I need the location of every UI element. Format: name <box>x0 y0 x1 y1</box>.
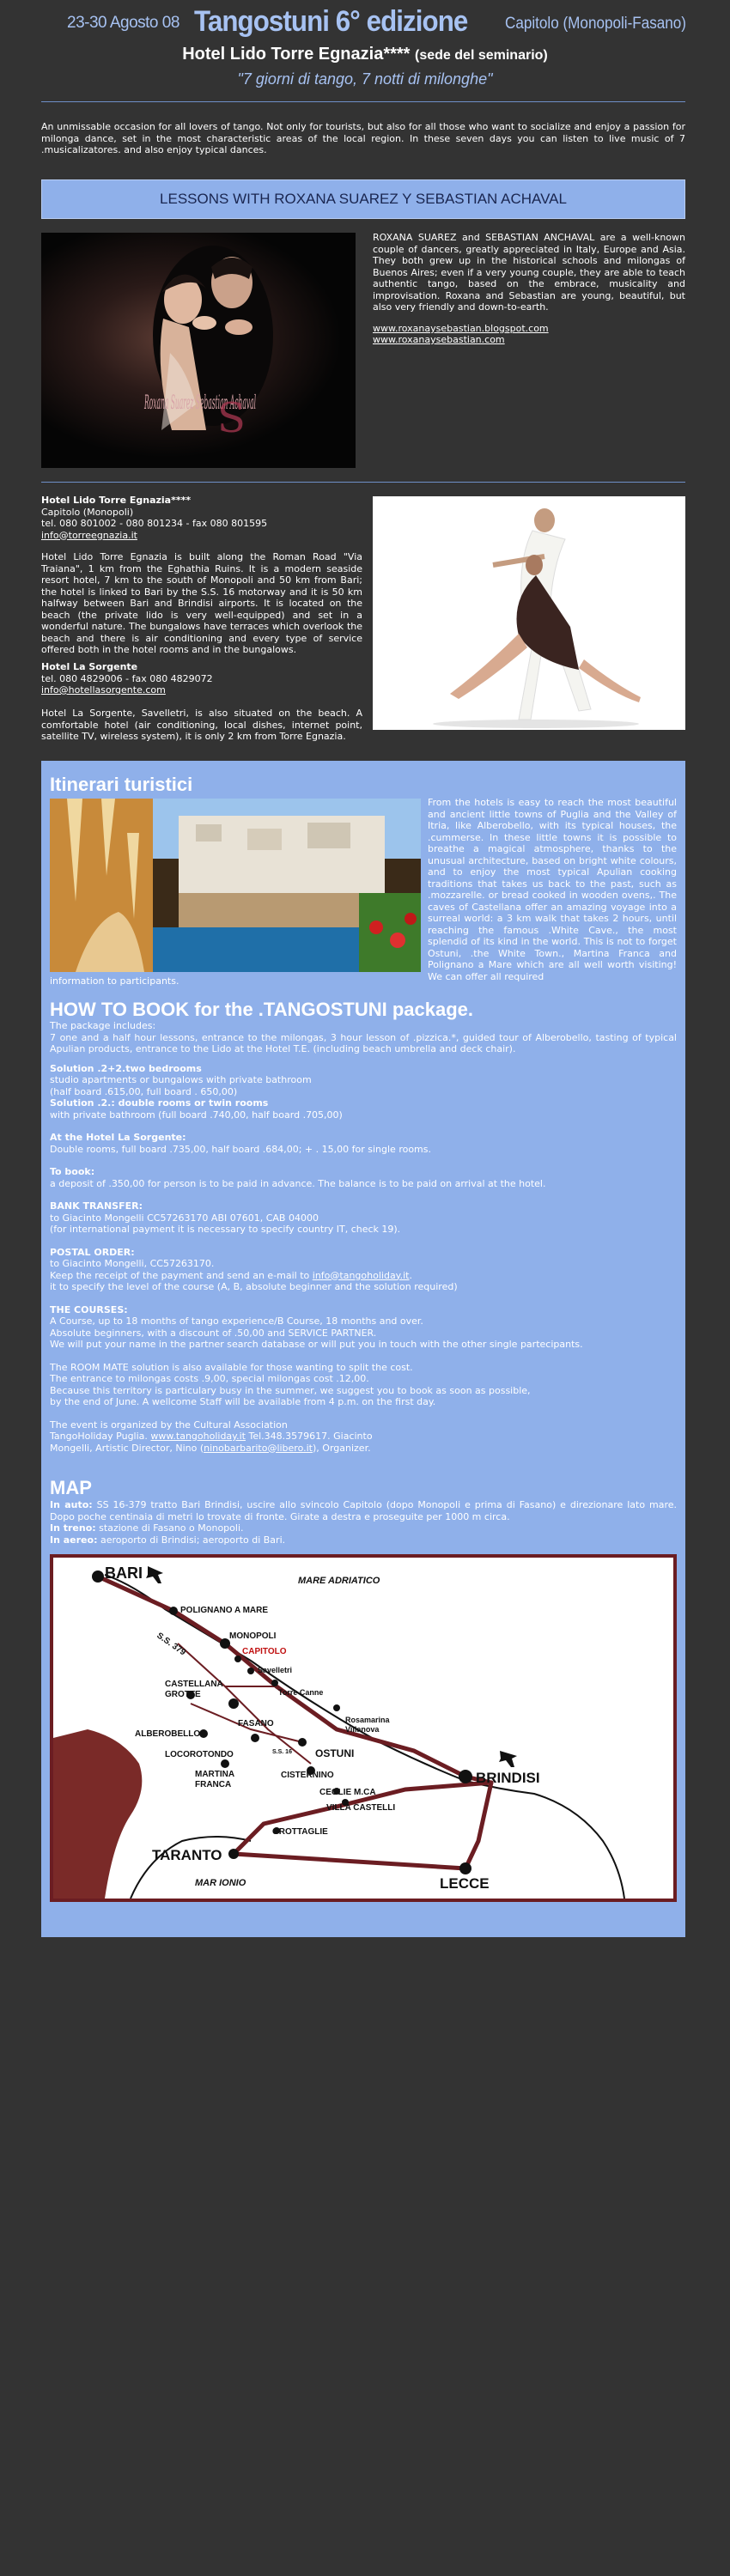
map-label: LOCOROTONDO <box>165 1750 234 1759</box>
map-label: VILLA CASTELLI <box>326 1803 396 1813</box>
map-label: MAR IONIO <box>195 1878 246 1888</box>
postal-line2-post: . <box>409 1269 412 1281</box>
room-line2: The entrance to milongas costs .9,00, special milongas cost .12,00. <box>50 1373 369 1384</box>
map-label: TARANTO <box>152 1847 222 1863</box>
organizer-line3-pre: Mongelli, Artistic Director, Nino ( <box>50 1442 204 1454</box>
map-label: FASANO <box>238 1719 274 1728</box>
organizer-line1: The event is organized by the Cultural Association <box>50 1419 288 1431</box>
aereo-text: aeroporto di Brindisi; aeroporto di Bari. <box>97 1534 286 1546</box>
organizer-line2-pre: TangoHoliday Puglia. <box>50 1431 151 1442</box>
hotel-phone: tel. 080 801002 - 080 801234 - fax 080 801595 <box>41 518 268 529</box>
tangoholiday-link[interactable]: www.tangoholiday.it <box>150 1431 246 1442</box>
dancers-photo-2 <box>373 496 685 730</box>
svg-text:S: S <box>217 394 246 442</box>
region-map-svg <box>53 1558 673 1899</box>
dancers-illustration-2 <box>373 496 685 730</box>
sorgente-line1: Double rooms, full board .735,00, half board .684,00; + . 15,00 for single rooms. <box>50 1143 431 1155</box>
package-label: The package includes: <box>50 1020 156 1031</box>
organizer-email-link[interactable]: ninobarbarito@libero.it <box>204 1442 313 1454</box>
header-hotel-sub: (sede del seminario) <box>415 48 548 63</box>
aereo-label: In aereo: <box>50 1534 98 1546</box>
header-hotel <box>0 45 730 64</box>
bank-line1: to Giacinto Mongelli CC57263170 ABI 07601, CAB 04000 <box>50 1212 319 1224</box>
itinerari-text: From the hotels is easy to reach the most beautiful and ancient little towns of Puglia and the Valley of Itria, like Alberobello, with its typical houses, the .cummerse. In these little towns it is possible to breathe a magical atmosphere, thanks to the unusual architecture, based on bright white colours, and to enjoy the most typical Apulian cooking traditions that takes us back to the past, such as .mozzarelle. or bread cooked in wooden ovens,. The caves of Castellana offer an amazing voyage into a surreal world: a 3 km walk that takes 2 hours, until reaching the famous .White Cave., the most splendid of its kind in the world. This is not to forget Ostuni, .the White Town., Martina Franca and Polignano a Mare which are all well worth visiting! We can offer all required <box>428 797 677 982</box>
map-label: S.S. 16 <box>272 1749 292 1755</box>
hotel-city: Capitolo (Monopoli) <box>41 506 134 518</box>
map-label: LECCE <box>440 1875 490 1892</box>
hotel-email-link[interactable]: info@torreegnazia.it <box>41 529 137 541</box>
courses-title: THE COURSES: <box>50 1303 128 1315</box>
hotel-name: Hotel Lido Torre Egnazia**** <box>41 495 192 506</box>
solution1-line2: (half board .615,00, full board . 650,00) <box>50 1085 238 1097</box>
organizer-line2-post: Tel.348.3579617. Giacinto <box>245 1431 373 1442</box>
lessons-band <box>41 179 685 219</box>
tobook-title: To book: <box>50 1166 95 1177</box>
divider <box>41 101 685 102</box>
link-blog[interactable]: www.roxanaysebastian.blogspot.com <box>373 323 549 334</box>
auto-label: In auto: <box>50 1499 93 1510</box>
hotel2-phone: tel. 080 4829006 - fax 080 4829072 <box>41 672 213 684</box>
lessons-band-title: LESSONS WITH ROXANA SUAREZ Y SEBASTIAN ACHAVAL <box>160 191 567 207</box>
solution1-line1: studio apartments or bungalows with private bathroom <box>50 1074 312 1085</box>
solution1-title: Solution .2+2.two bedrooms <box>50 1062 202 1074</box>
map-label: MONOPOLI <box>229 1631 277 1641</box>
auto-text: SS 16-379 tratto Bari Brindisi, uscire allo svincolo Capitolo (dopo Monopoli e prima di Fasano) e direzionare lato mare. Dopo poche centinaia di metri lo trovate di fronte. Girate a destra e proseguite per 1000 m circa. <box>50 1499 677 1522</box>
courses-line3: We will put your name in the partner search database or will put you in touch with the other single partecipants. <box>50 1339 583 1350</box>
room-line3: Because this territory is particulary busy in the summer, we suggest you to book as soon as possible, <box>50 1384 531 1396</box>
map-label: MARE ADRIATICO <box>298 1576 380 1586</box>
treno-label: In treno: <box>50 1522 96 1534</box>
solution2-line1: with private bathroom (full board .740,00, half board .705,00) <box>50 1109 343 1121</box>
hotel2-info <box>41 661 362 696</box>
courses-line1: A Course, up to 18 months of tango experience/B Course, 18 months and over. <box>50 1315 423 1327</box>
postal-title: POSTAL ORDER: <box>50 1246 135 1258</box>
postal-line2-pre: Keep the receipt of the payment and send an e-mail to <box>50 1269 313 1281</box>
sorgente-title: At the Hotel La Sorgente: <box>50 1132 186 1143</box>
map-label: FRANCA <box>195 1780 232 1789</box>
map-label: GROTTE <box>165 1690 201 1699</box>
treno-text: stazione di Fasano o Monopoli. <box>95 1522 244 1534</box>
map-label: CISTERNINO <box>281 1771 334 1780</box>
postal-line3: it to specify the level of the course (A, B, absolute beginner and the solution required) <box>50 1281 458 1292</box>
bank-title: BANK TRANSFER: <box>50 1200 143 1212</box>
map-label: BRINDISI <box>476 1770 540 1786</box>
map-label: Villanova <box>345 1725 380 1734</box>
header-dates: 23-30 Agosto 08 <box>67 14 179 32</box>
map-label: GROTTAGLIE <box>272 1827 328 1837</box>
map-label: CEGLIE M.CA <box>319 1788 376 1797</box>
intro-text: An unmissable occasion for all lovers of tango. Not only for tourists, but also for all those who want to socialize and enjoy a passion for milonga dance, set in the most characteristic areas of the local region. In these seven days you can listen to live music of 7 .musicalizatores. and also enjoy typical dances. <box>41 121 685 155</box>
map-directions <box>50 1499 677 1546</box>
dancers-illustration <box>41 233 356 468</box>
header-hotel-name: Hotel Lido Torre Egnazia**** <box>182 45 411 64</box>
map-label: CASTELLANA <box>165 1680 223 1689</box>
map-label: ALBEROBELLO <box>135 1729 201 1739</box>
map-label: Savelletri <box>258 1666 293 1674</box>
page-title: Tangostuni 6° edizione <box>194 5 468 38</box>
tobook-line1: a deposit of .350,00 for person is to be paid in advance. The balance is to be paid on arrival at the hotel. <box>50 1177 546 1189</box>
header-tagline: "7 giorni di tango, 7 notti di milonghe" <box>237 70 493 88</box>
map-label: Torre Canne <box>278 1688 324 1697</box>
divider <box>41 482 685 483</box>
map-label: POLIGNANO A MARE <box>180 1606 269 1615</box>
map-label: S.S. 379 <box>155 1631 188 1658</box>
hotel2-email-link[interactable]: info@hotellasorgente.com <box>41 684 166 696</box>
photo-caption: Roxana Suarez Sebastian Achaval <box>143 392 256 414</box>
polignano-photo <box>50 799 421 972</box>
header-location: Capitolo (Monopoli-Fasano) <box>505 15 687 33</box>
dancers-photo <box>41 233 356 468</box>
hotel2-name: Hotel La Sorgente <box>41 661 138 672</box>
package-text: 7 one and a half hour lessons, entrance to the milongas, 3 hour lesson of .pizzica.*, guided tour of Alberobello, tasting of typical Apulian products, entrance to the Lido at the Hotel T.E. (including beach umbrella and deck chair). <box>50 1031 677 1054</box>
itinerari-text-end: information to participants. <box>50 975 179 987</box>
postal-line1: to Giacinto Mongelli, CC57263170. <box>50 1258 215 1269</box>
booking-details <box>50 1020 677 1454</box>
itinerari-title: Itinerari turistici <box>50 774 193 795</box>
hotel-info <box>41 495 362 541</box>
room-line1: The ROOM MATE solution is also available for those wanting to split the cost. <box>50 1361 413 1373</box>
room-line4: by the end of June. A wellcome Staff will be available from 4 p.m. on the first day. <box>50 1396 436 1407</box>
map-label: CAPITOLO <box>242 1647 287 1656</box>
lessons-bio: ROXANA SUAREZ and SEBASTIAN ANCHAVAL are a well-known couple of dancers, greatly appreciated in Italy, Europe and Asia. They both grew up in the historical schools and milongas of Buenos Aires; even if a very young couple, they are able to teach authentic tango, based on the embrace, musicality and improvisation. Roxana and Sebastian are young, beautiful, but also very friendly and down-to-earth. <box>373 232 685 313</box>
map-label: BARI <box>105 1564 143 1582</box>
booking-title: HOW TO BOOK for the .TANGOSTUNI package. <box>50 999 474 1020</box>
courses-line2: Absolute beginners, with a discount of .50,00 and SERVICE PARTNER. <box>50 1327 377 1339</box>
hotel-description: Hotel Lido Torre Egnazia is built along the Roman Road "Via Traiana", 1 km from the Eghathia Ruins. It is a modern seaside resort hotel, 7 km to the south of Monopoli and 50 km from Bari; the hotel is linked to Bari by the S.S. 16 motorway and it is 50 km halfway between Bari and Brindisi airports. It is located on the beach (the private lido is very well-equipped) and set in a wonderful nature. The bungalows have terraces which overlook the beach and there is air conditioning and every type of service offered both in the hotel rooms and in the bungalows. <box>41 551 362 655</box>
map-label: OSTUNI <box>315 1747 355 1759</box>
itinerari-illustration <box>50 799 421 972</box>
map-label: Rosamarina <box>345 1716 390 1724</box>
region-map <box>50 1554 677 1902</box>
link-site[interactable]: www.roxanaysebastian.com <box>373 334 505 345</box>
bank-line2: (for international payment it is necessary to specify country IT, check 19). <box>50 1224 401 1235</box>
postal-email-link[interactable]: info@tangoholiday.it <box>312 1269 410 1281</box>
solution2-title: Solution .2.: double rooms or twin rooms <box>50 1097 269 1109</box>
map-label: MARTINA <box>195 1770 235 1779</box>
hotel2-description: Hotel La Sorgente, Savelletri, is also situated on the beach. A comfortable hotel (air conditioning, local dishes, internet point, satellite TV, wireless system), it is only 2 km from Torre Egnazia. <box>41 708 362 742</box>
organizer-line3-post: ), Organizer. <box>313 1442 371 1454</box>
map-title: MAP <box>50 1477 92 1498</box>
